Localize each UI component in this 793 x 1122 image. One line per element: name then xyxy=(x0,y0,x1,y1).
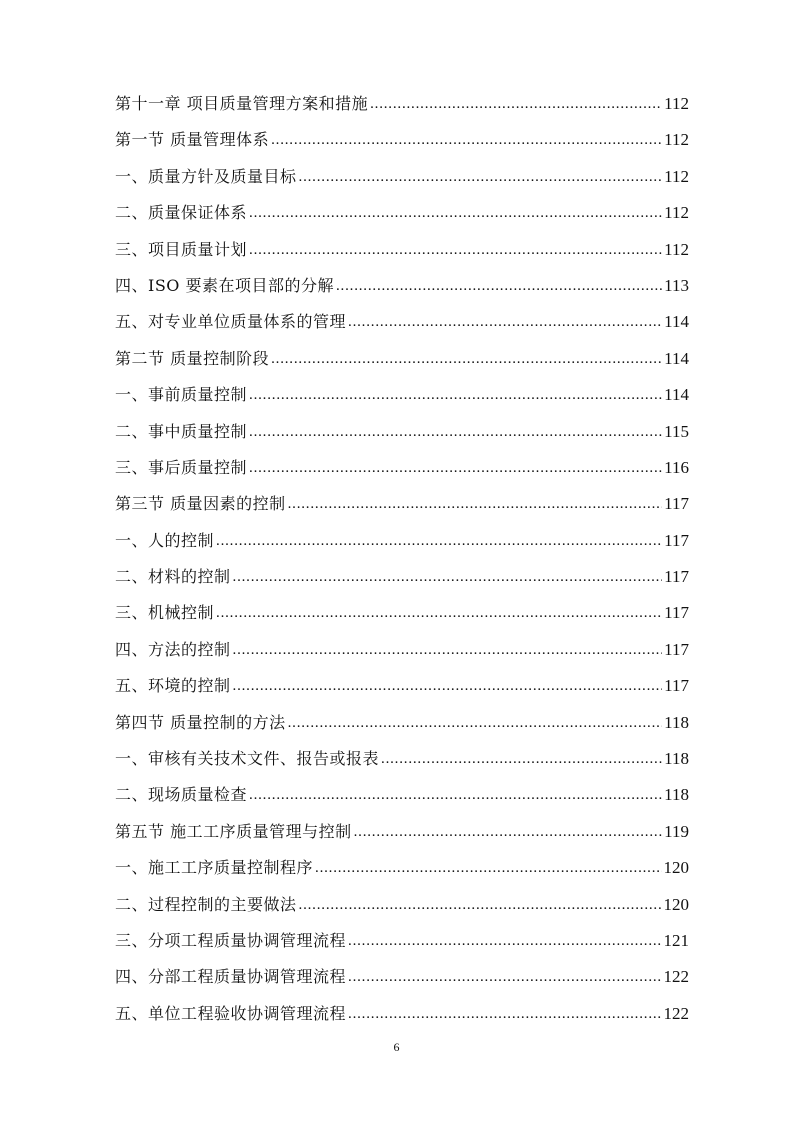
toc-entry[interactable] xyxy=(115,414,689,450)
toc-entry-page: 118 xyxy=(664,712,689,732)
toc-entry-page: 113 xyxy=(664,275,689,295)
toc-entry[interactable] xyxy=(115,304,689,340)
toc-dot-leader xyxy=(249,450,662,486)
toc-entry-title: 二、事中质量控制 xyxy=(115,421,248,441)
toc-entry-title: 一、质量方针及质量目标 xyxy=(115,166,297,186)
toc-entry[interactable] xyxy=(115,632,689,668)
toc-entry-page: 118 xyxy=(664,785,689,805)
toc-entry[interactable] xyxy=(115,486,689,522)
toc-entry-title: 一、事前质量控制 xyxy=(115,385,248,405)
toc-entry[interactable] xyxy=(115,777,689,813)
toc-entry[interactable] xyxy=(115,341,689,377)
toc-entry[interactable] xyxy=(115,86,689,122)
toc-entry[interactable] xyxy=(115,159,689,195)
toc-entry-page: 122 xyxy=(663,967,689,987)
toc-entry[interactable] xyxy=(115,741,689,777)
toc-entry[interactable] xyxy=(115,523,689,559)
toc-entry[interactable] xyxy=(115,122,689,158)
toc-entry-page: 112 xyxy=(664,203,689,223)
toc-entry-title: 二、材料的控制 xyxy=(115,567,231,587)
toc-entry-title: 二、质量保证体系 xyxy=(115,203,248,223)
toc-entry-title: 第五节 施工工序质量管理与控制 xyxy=(115,821,352,841)
toc-entry-title: 四、分部工程质量协调管理流程 xyxy=(115,967,347,987)
toc-entry[interactable] xyxy=(115,814,689,850)
toc-entry-title: 第十一章 项目质量管理方案和措施 xyxy=(115,93,369,113)
toc-entry[interactable] xyxy=(115,705,689,741)
toc-entry-title: 三、事后质量控制 xyxy=(115,457,248,477)
toc-entry-title: 三、机械控制 xyxy=(115,603,215,623)
toc-entry[interactable] xyxy=(115,268,689,304)
toc-entry-title: 四、ISO 要素在项目部的分解 xyxy=(115,275,334,295)
toc-entry-title: 五、环境的控制 xyxy=(115,676,231,696)
toc-entry-page: 118 xyxy=(664,749,689,769)
toc-entry-title: 五、对专业单位质量体系的管理 xyxy=(115,312,347,332)
toc-dot-leader xyxy=(315,850,661,886)
page-number: 6 xyxy=(393,1040,400,1054)
toc-entry[interactable] xyxy=(115,195,689,231)
toc-entry-page: 112 xyxy=(664,166,689,186)
toc-dot-leader xyxy=(370,86,662,122)
toc-entry-page: 117 xyxy=(664,676,689,696)
toc-entry-page: 114 xyxy=(664,385,689,405)
toc-dot-leader xyxy=(354,814,663,850)
toc-dot-leader xyxy=(348,996,661,1032)
toc-entry-title: 二、过程控制的主要做法 xyxy=(115,894,297,914)
toc-entry[interactable] xyxy=(115,232,689,268)
toc-entry[interactable] xyxy=(115,887,689,923)
toc-entry-page: 116 xyxy=(664,457,689,477)
toc-entry-title: 第三节 质量因素的控制 xyxy=(115,494,286,514)
toc-dot-leader xyxy=(288,486,663,522)
toc-entry[interactable] xyxy=(115,923,689,959)
toc-entry-page: 122 xyxy=(663,1003,689,1023)
toc-entry[interactable] xyxy=(115,595,689,631)
toc-dot-leader xyxy=(348,923,661,959)
toc-entry-page: 112 xyxy=(664,130,689,150)
toc-dot-leader xyxy=(348,304,662,340)
toc-entry[interactable] xyxy=(115,996,689,1032)
toc-entry-page: 121 xyxy=(663,930,689,950)
toc-dot-leader xyxy=(271,122,662,158)
toc-entry[interactable] xyxy=(115,668,689,704)
toc-dot-leader xyxy=(271,341,662,377)
toc-dot-leader xyxy=(381,741,662,777)
toc-entry-title: 一、人的控制 xyxy=(115,530,215,550)
toc-dot-leader xyxy=(299,887,662,923)
toc-dot-leader xyxy=(216,595,662,631)
toc-dot-leader xyxy=(249,195,662,231)
toc-entry[interactable] xyxy=(115,959,689,995)
toc-entry-page: 117 xyxy=(664,603,689,623)
toc-entry-page: 117 xyxy=(664,567,689,587)
toc-entry-page: 120 xyxy=(663,894,689,914)
toc-entry-title: 二、现场质量检查 xyxy=(115,785,248,805)
toc-entry-title: 三、项目质量计划 xyxy=(115,239,248,259)
toc-dot-leader xyxy=(299,159,663,195)
toc-entry[interactable] xyxy=(115,559,689,595)
toc-entry-title: 第一节 质量管理体系 xyxy=(115,130,270,150)
toc-dot-leader xyxy=(249,777,662,813)
toc-entry[interactable] xyxy=(115,850,689,886)
toc-entry-page: 112 xyxy=(664,93,689,113)
toc-entry[interactable] xyxy=(115,450,689,486)
toc-dot-leader xyxy=(216,523,662,559)
toc-entry-page: 114 xyxy=(664,348,689,368)
toc-entry-title: 三、分项工程质量协调管理流程 xyxy=(115,930,347,950)
toc-entry-title: 四、方法的控制 xyxy=(115,639,231,659)
toc-entry-page: 117 xyxy=(664,530,689,550)
toc-dot-leader xyxy=(233,632,663,668)
toc-entry-title: 五、单位工程验收协调管理流程 xyxy=(115,1003,347,1023)
toc-entry-title: 第四节 质量控制的方法 xyxy=(115,712,286,732)
toc-dot-leader xyxy=(336,268,662,304)
toc-dot-leader xyxy=(348,959,661,995)
toc-entry-page: 115 xyxy=(664,421,689,441)
toc-entry-page: 117 xyxy=(664,639,689,659)
toc-entry-page: 117 xyxy=(664,494,689,514)
toc-entry-page: 119 xyxy=(664,821,689,841)
toc-entry-title: 一、施工工序质量控制程序 xyxy=(115,858,314,878)
toc-entry-page: 112 xyxy=(664,239,689,259)
toc-dot-leader xyxy=(233,559,663,595)
toc-entry[interactable] xyxy=(115,377,689,413)
table-of-contents xyxy=(115,86,689,1032)
toc-dot-leader xyxy=(288,705,663,741)
toc-dot-leader xyxy=(249,377,662,413)
toc-dot-leader xyxy=(233,668,663,704)
toc-dot-leader xyxy=(249,232,662,268)
toc-entry-page: 114 xyxy=(664,312,689,332)
toc-dot-leader xyxy=(249,414,662,450)
toc-entry-title: 一、审核有关技术文件、报告或报表 xyxy=(115,749,380,769)
toc-entry-page: 120 xyxy=(663,858,689,878)
toc-entry-title: 第二节 质量控制阶段 xyxy=(115,348,270,368)
